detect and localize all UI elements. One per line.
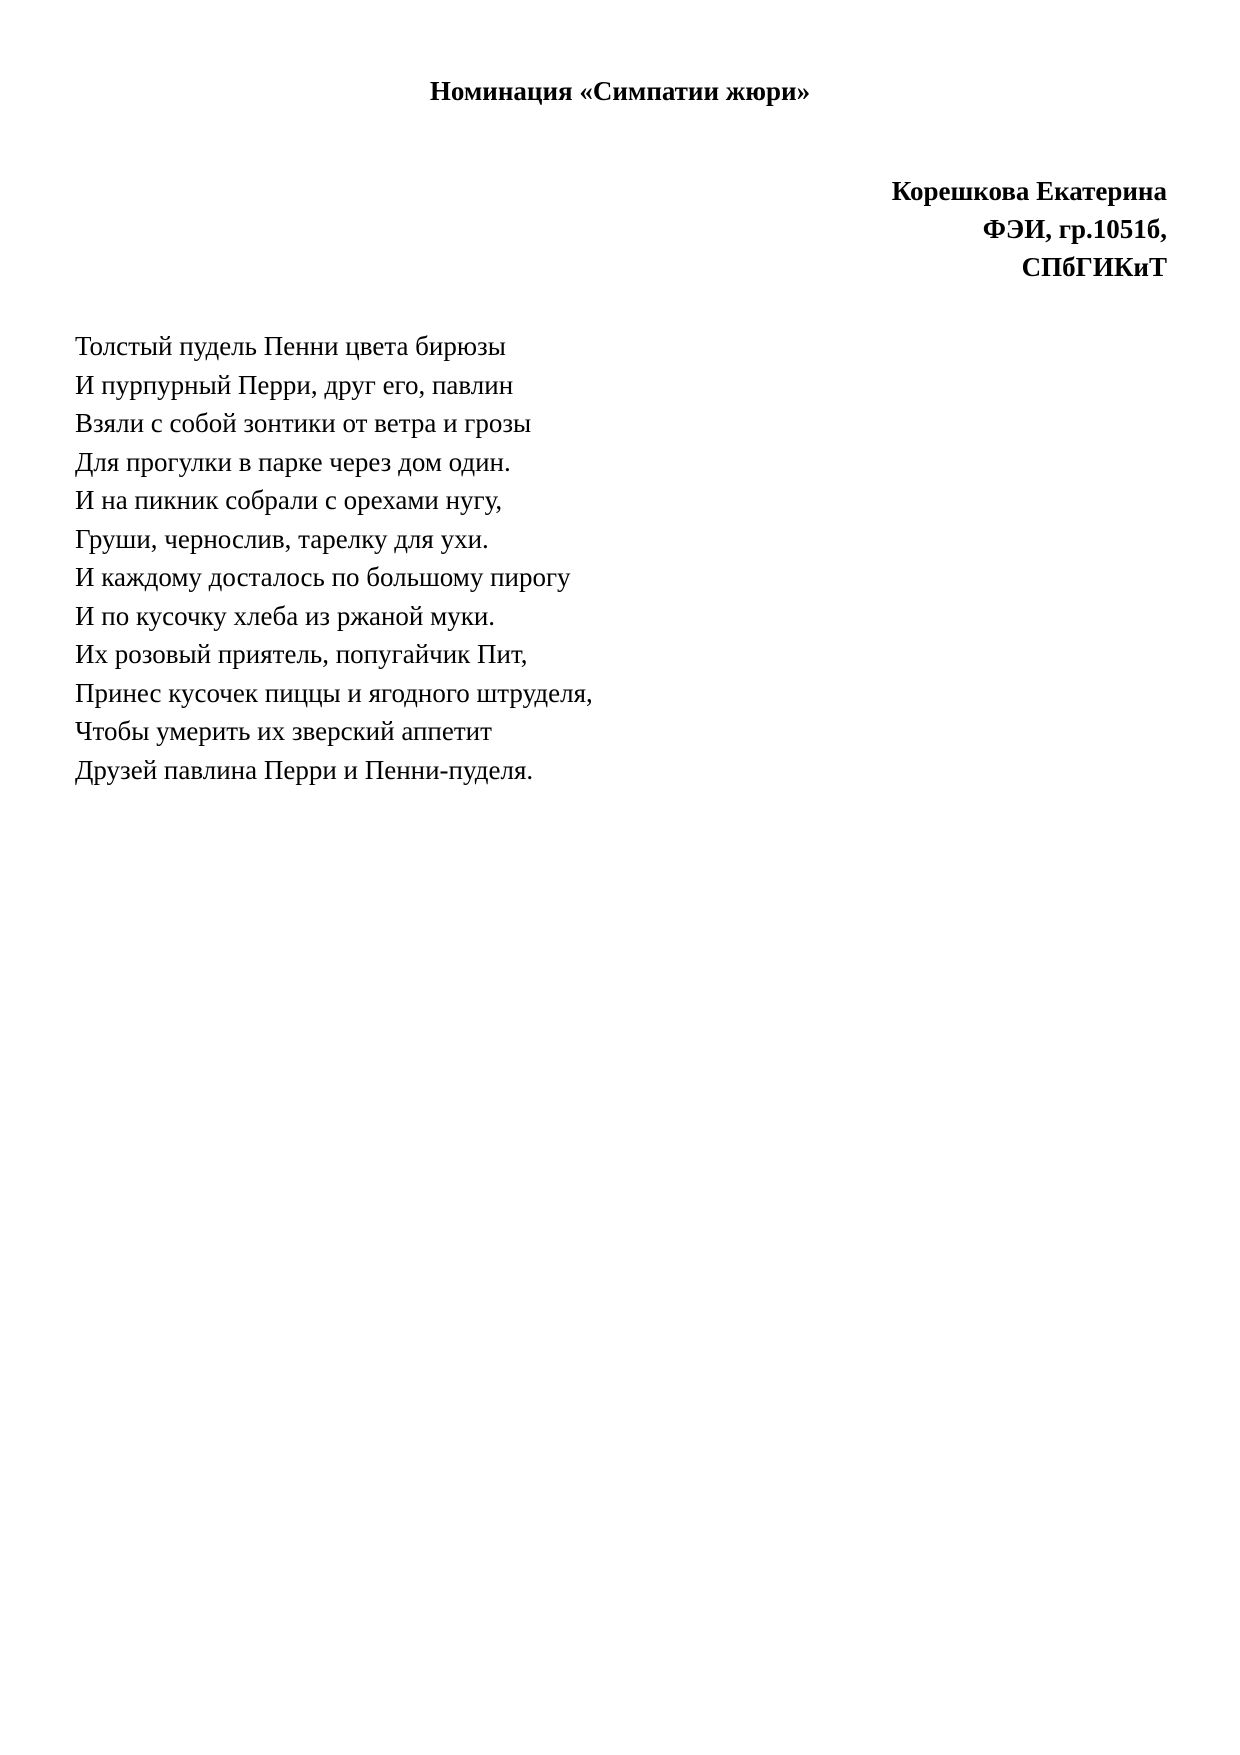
author-institution: СПбГИКиТ xyxy=(1021,252,1167,282)
poem-line: Их розовый приятель, попугайчик Пит, xyxy=(75,639,528,669)
author-name: Корешкова Екатерина xyxy=(891,176,1167,206)
poem-line: Взяли с собой зонтики от ветра и грозы xyxy=(75,408,532,438)
author-block xyxy=(892,172,1167,286)
poem-line: Для прогулки в парке через дом один. xyxy=(75,446,511,477)
poem-line: Принес кусочек пиццы и ягодного штруделя, xyxy=(75,677,593,708)
poem-line: И на пикник собрали с орехами нугу, xyxy=(75,485,503,515)
poem-line: Толстый пудель Пенни цвета бирюзы xyxy=(75,331,506,361)
document-title: Номинация «Симпатии жюри» xyxy=(429,76,811,106)
poem-line: И по кусочку хлеба из ржаной муки. xyxy=(75,600,496,631)
poem xyxy=(75,327,593,789)
poem-line: Друзей павлина Перри и Пенни-пуделя. xyxy=(75,754,534,785)
poem-line: Чтобы умерить их зверский аппетит xyxy=(75,716,492,746)
poem-line: И пурпурный Перри, друг его, павлин xyxy=(75,369,514,400)
poem-line: Груши, чернослив, тарелку для ухи. xyxy=(75,523,489,554)
author-group: ФЭИ, гр.1051б, xyxy=(982,214,1167,244)
poem-line: И каждому досталось по большому пирогу xyxy=(75,562,571,592)
